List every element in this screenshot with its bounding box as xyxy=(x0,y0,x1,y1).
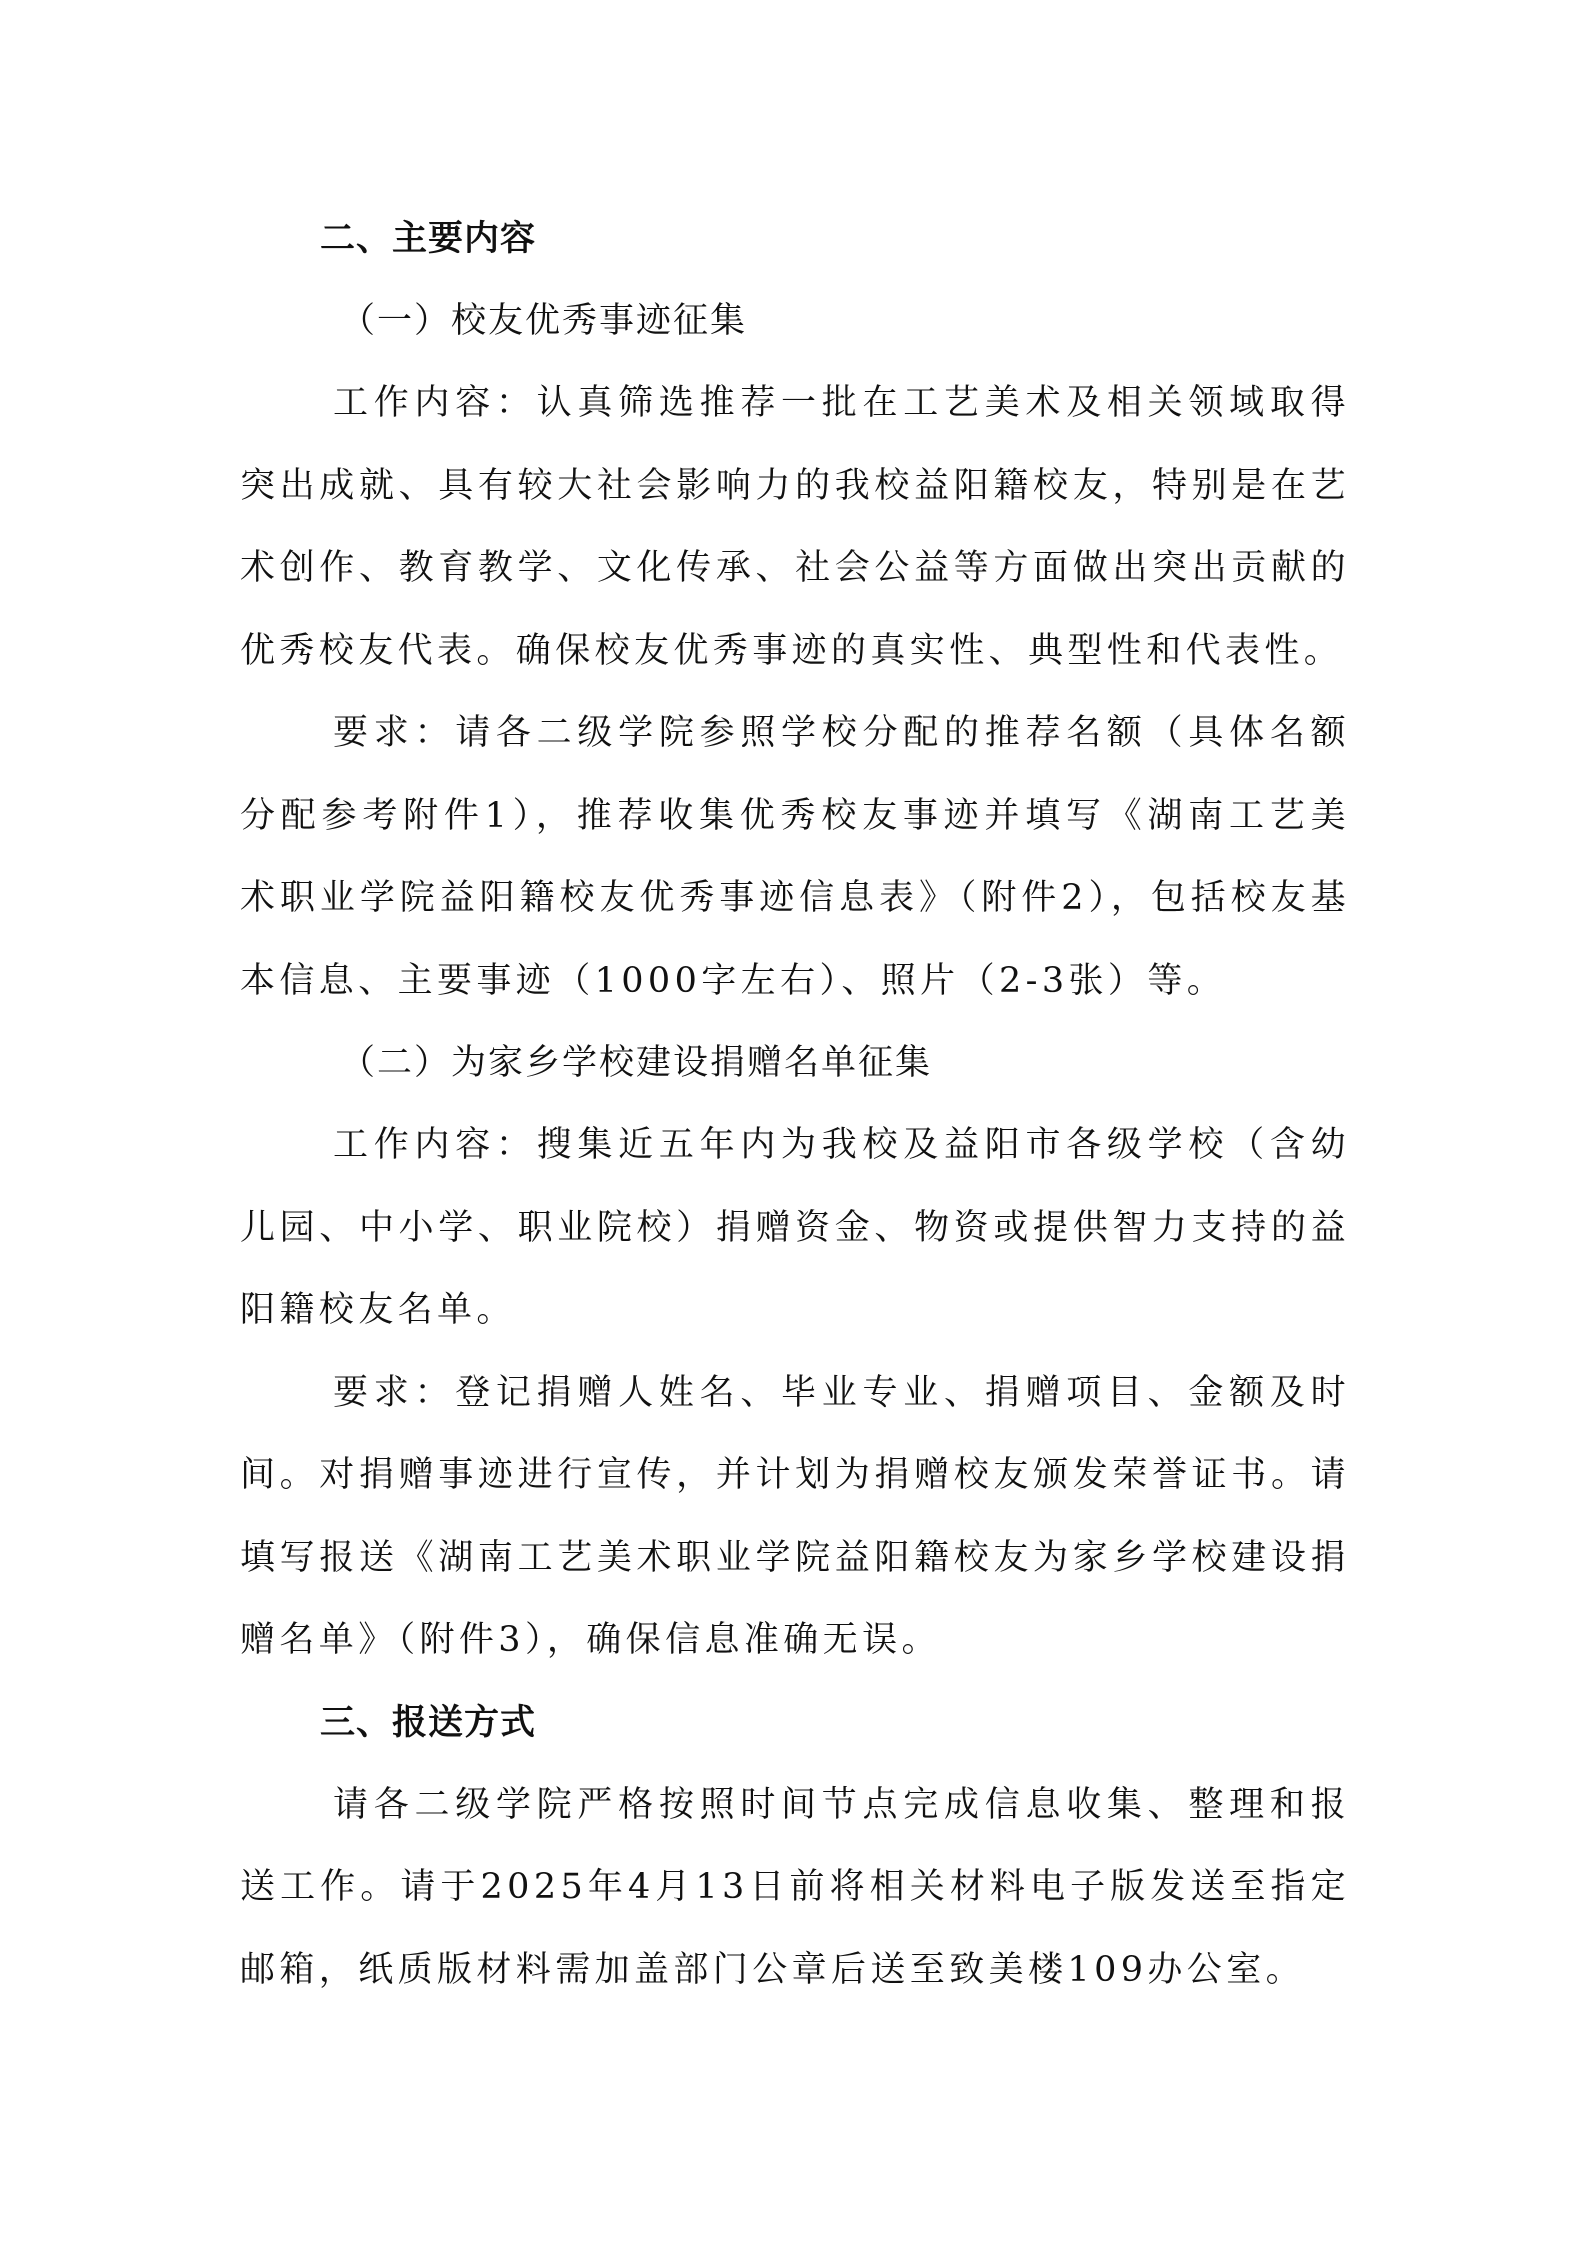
paragraph-alumni-work-content: 工作内容：认真筛选推荐一批在工艺美术及相关领域取得突出成就、具有较大社会影响力的我校益阳籍校友，特别是在艺术创作、教育教学、文化传承、社会公益等方面做出突出贡献的优秀校友代表。确保校友优秀事迹的真实性、典型性和代表性。 xyxy=(240,383,1350,671)
section-heading-submission-method: 三、报送方式 xyxy=(320,1702,537,1743)
document-body xyxy=(240,198,1350,2011)
subsection-title-alumni-deeds: （一）校友优秀事迹征集 xyxy=(340,301,748,341)
paragraph-alumni-requirements: 要求：请各二级学院参照学校分配的推荐名额（具体名额分配参考附件1），推荐收集优秀校友事迹并填写《湖南工艺美术职业学院益阳籍校友优秀事迹信息表》（附件2），包括校友基本信息、主要事迹（1000字左右）、照片（2-3张）等。 xyxy=(240,713,1350,1001)
paragraph-donation-requirements: 要求：登记捐赠人姓名、毕业专业、捐赠项目、金额及时间。对捐赠事迹进行宣传，并计划为捐赠校友颁发荣誉证书。请填写报送《湖南工艺美术职业学院益阳籍校友为家乡学校建设捐赠名单》（附件3），确保信息准确无误。 xyxy=(240,1372,1350,1660)
subsection-title-donation-list: （二）为家乡学校建设捐赠名单征集 xyxy=(340,1043,933,1083)
paragraph-submission-body: 请各二级学院严格按照时间节点完成信息收集、整理和报送工作。请于2025年4月13日前将相关材料电子版发送至指定邮箱，纸质版材料需加盖部门公章后送至致美楼109办公室。 xyxy=(240,1784,1350,1990)
section-heading-main-content: 二、主要内容 xyxy=(320,219,537,259)
paragraph-donation-work-content: 工作内容：搜集近五年内为我校及益阳市各级学校（含幼儿园、中小学、职业院校）捐赠资金、物资或提供智力支持的益阳籍校友名单。 xyxy=(240,1125,1350,1330)
